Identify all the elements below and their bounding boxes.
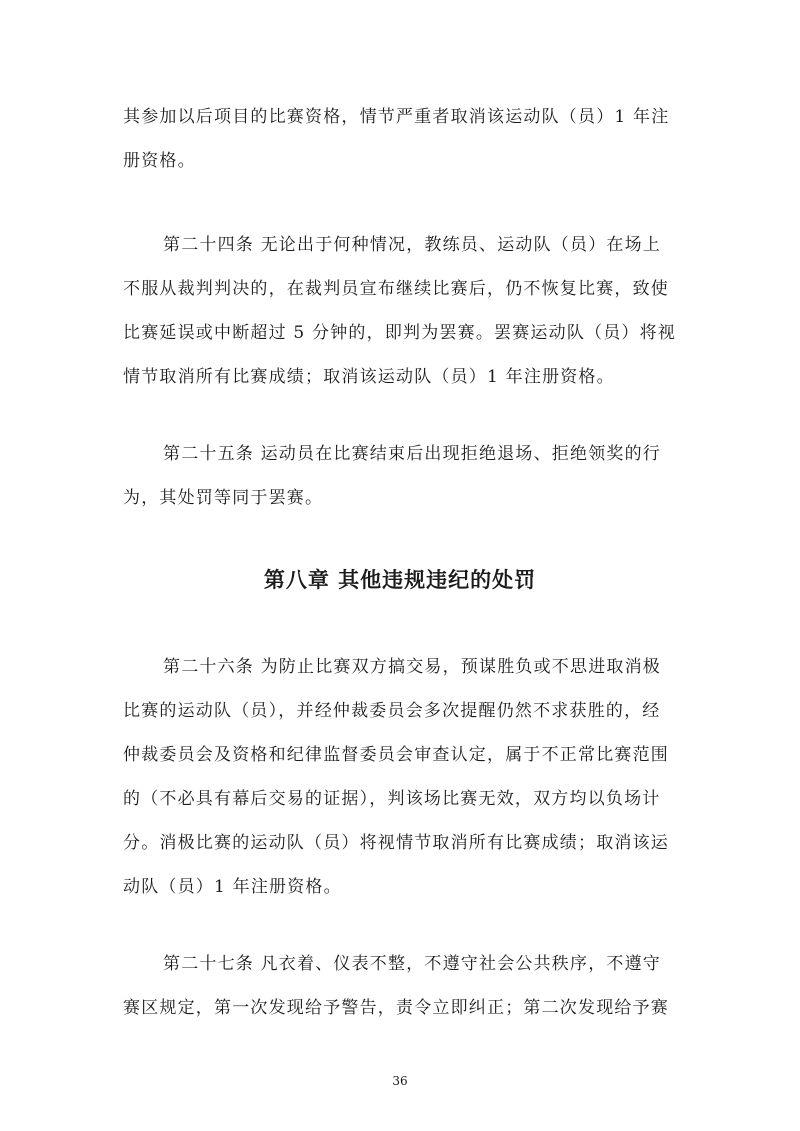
text-line: 第二十五条 运动员在比赛结束后出现拒绝退场、拒绝领奖的行 (163, 444, 662, 464)
text-line: 册资格。 (123, 151, 196, 171)
text-line: 比赛延误或中断超过 5 分钟的，即判为罢赛。罢赛运动队（员）将视 (123, 323, 677, 343)
text-line: 情节取消所有比赛成绩；取消该运动队（员）1 年注册资格。 (123, 367, 615, 387)
text-line: 第二十四条 无论出于何种情况，教练员、运动队（员）在场上 (163, 235, 662, 255)
text-line: 比赛的运动队（员），并经仲裁委员会多次提醒仍然不求获胜的，经 (123, 701, 661, 721)
text-line: 不服从裁判判决的，在裁判员宣布继续比赛后，仍不恢复比赛，致使 (123, 279, 669, 299)
text-line: 的（不必具有幕后交易的证据），判该场比赛无效，双方均以负场计 (123, 789, 661, 809)
text-line: 其参加以后项目的比赛资格，情节严重者取消该运动队（员）1 年注 (123, 107, 670, 127)
text-line: 第二十六条 为防止比赛双方搞交易，预谋胜负或不思进取消极 (163, 657, 662, 677)
chapter-heading: 第八章 其他违规违纪的处罚 (263, 568, 537, 592)
page-number: 36 (392, 1074, 408, 1088)
text-line: 第二十七条 凡衣着、仪表不整，不遵守社会公共秩序，不遵守 (163, 954, 662, 974)
text-line: 为，其处罚等同于罢赛。 (123, 488, 324, 508)
text-line: 分。消极比赛的运动队（员）将视情节取消所有比赛成绩；取消该运 (123, 833, 669, 853)
text-line: 动队（员）1 年注册资格。 (123, 877, 342, 897)
text-line: 仲裁委员会及资格和纪律监督委员会审查认定，属于不正常比赛范围 (123, 745, 669, 765)
text-line: 赛区规定，第一次发现给予警告，责令立即纠正；第二次发现给予赛 (123, 998, 669, 1018)
